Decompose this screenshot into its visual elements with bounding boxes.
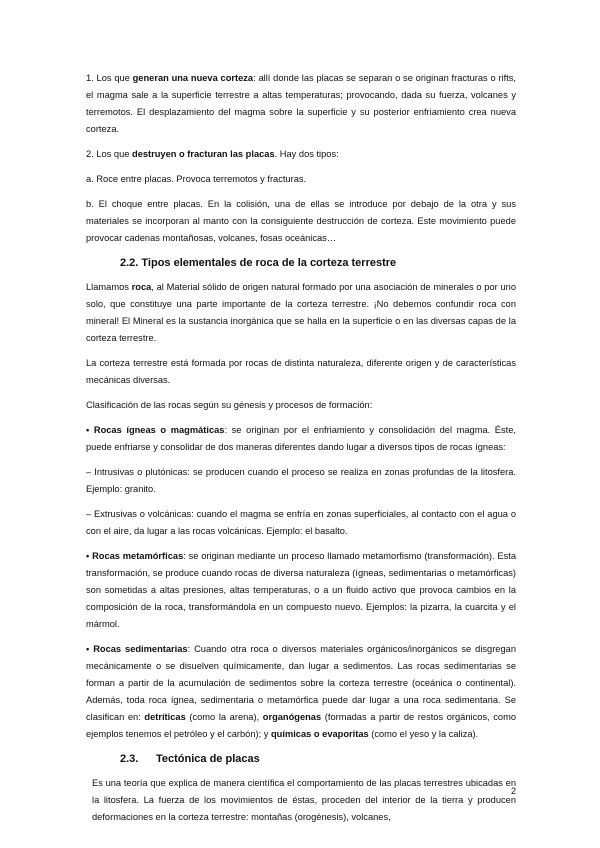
paragraph-igneous	[86, 422, 516, 456]
page-content	[86, 70, 516, 834]
bold-text: • Rocas sedimentarias	[86, 644, 188, 654]
paragraph-classification: Clasificación de las rocas según su génesis y procesos de formación:	[86, 400, 373, 410]
paragraph-extrusive: – Extrusivas o volcánicas: cuando el magma se enfría en zonas superficiales, al contacto con el agua o con el aire, da lugar a las rocas volcánicas. Ejemplo: el basalto.	[86, 509, 516, 536]
paragraph-sedimentary	[86, 641, 516, 743]
paragraph-intrusive: – Intrusivas o plutónicas: se producen cuando el proceso se realiza en zonas profundas de la litosfera. Ejemplo: granito.	[86, 467, 516, 494]
text: : Cuando otra roca o diversos materiales orgánicos/inorgánicos se disgregan mecánicamente o se disuelven químicamente, dan lugar a sedimentos. Las rocas sedimentarias se forman a partir de la acumulación de sedimentos sobre la corteza terrestre (oceánica o continental). Además, toda roca ígnea, sedimentaria o metamórfica puede dar lugar a una roca sedimentaria. Se clasifican en:	[86, 644, 516, 722]
text: (como el yeso y la caliza).	[368, 729, 479, 739]
paragraph-collision: b. El choque entre placas. En la colisión, una de ellas se introduce por debajo de la otra y sus materiales se incorporan al manto con la consiguiente destrucción de corteza. Este movimiento puede provocar cadenas montañosas, volcanes, fosas oceánicas…	[86, 199, 516, 243]
bold-text: • Rocas metamórficas	[86, 551, 184, 561]
paragraph-tectonics: Es una teoría que explica de manera científica el comportamiento de las placas terrestres ubicadas en la litosfera. La fuerza de los movimientos de éstas, proceden del interior de la tierra y producen deformaciones en la corteza terrestre: montañas (orogénesis), volcanes,	[92, 778, 516, 822]
heading-number: 2.3.	[120, 753, 139, 765]
text: : allí donde las placas se separan o se originan fracturas o rifts, el magma sale a la superficie terrestre a altas temperaturas; provocando, dada su fuerza, volcanes y terremotos. El desplazamiento del magma sobre la superficie y su posterior enfriamiento crea nueva corteza.	[86, 73, 516, 134]
bold-text: roca	[131, 282, 152, 292]
text: . Hay dos tipos:	[274, 149, 339, 159]
page-number: 2	[510, 786, 516, 796]
paragraph-rock-definition	[86, 279, 516, 347]
heading-rock-types: 2.2. Tipos elementales de roca de la corteza terrestre	[120, 257, 397, 269]
paragraph-destroy-plates	[86, 146, 516, 163]
bold-text: • Rocas ígneas o magmáticas	[86, 425, 225, 435]
bold-text: detríticas	[144, 712, 186, 722]
paragraph-metamorphic	[86, 548, 516, 633]
heading-plate-tectonics	[86, 751, 516, 767]
text: Llamamos	[86, 282, 132, 292]
bold-text: generan una nueva corteza	[132, 73, 254, 83]
bold-text: destruyen o fracturan las placas	[132, 149, 275, 159]
text: (como la arena),	[185, 712, 263, 722]
text: 1. Los que	[86, 73, 133, 83]
text: : se originan mediante un proceso llamado metamorfismo (transformación). Esta transformación, se produce cuando rocas de diversa naturaleza (ígneas, sedimentarias o metamórficas) son sometidas a altas presiones, altas temperaturas, o a un fluido activo que provoca cambios en la composición de la roca, transformándola en un compuesto nuevo. Ejemplos: la pizarra, la cuarcita y el mármol.	[86, 551, 516, 629]
paragraph-new-crust	[86, 70, 516, 138]
paragraph-rub: a. Roce entre placas. Provoca terremotos y fracturas.	[86, 174, 307, 184]
text: : se originan por el enfriamiento y consolidación del magma. Éste, puede enfriarse y consolidar de dos maneras diferentes dando lugar a diversos tipos de rocas ígneas:	[86, 425, 516, 452]
bold-text: químicas o evaporitas	[271, 729, 369, 739]
text: 2. Los que	[86, 149, 133, 159]
text: , al Material sólido de origen natural formado por una asociación de minerales o por uno solo, que constituye una parte importante de la corteza terrestre. ¡No debemos confundir roca con mineral! El Mineral es la sustancia inorgánica que se halla en la superficie o en las diversas capas de la corteza terrestre.	[86, 282, 517, 343]
heading-title: Tectónica de placas	[156, 753, 260, 765]
text: (formadas a partir de restos orgánicos, como ejemplos tenemos el petróleo y el carbón); y	[86, 712, 516, 739]
bold-text: organógenas	[262, 712, 322, 722]
paragraph-crust-composition: La corteza terrestre está formada por rocas de distinta naturaleza, diferente origen y de características mecánicas diversas.	[86, 358, 516, 385]
